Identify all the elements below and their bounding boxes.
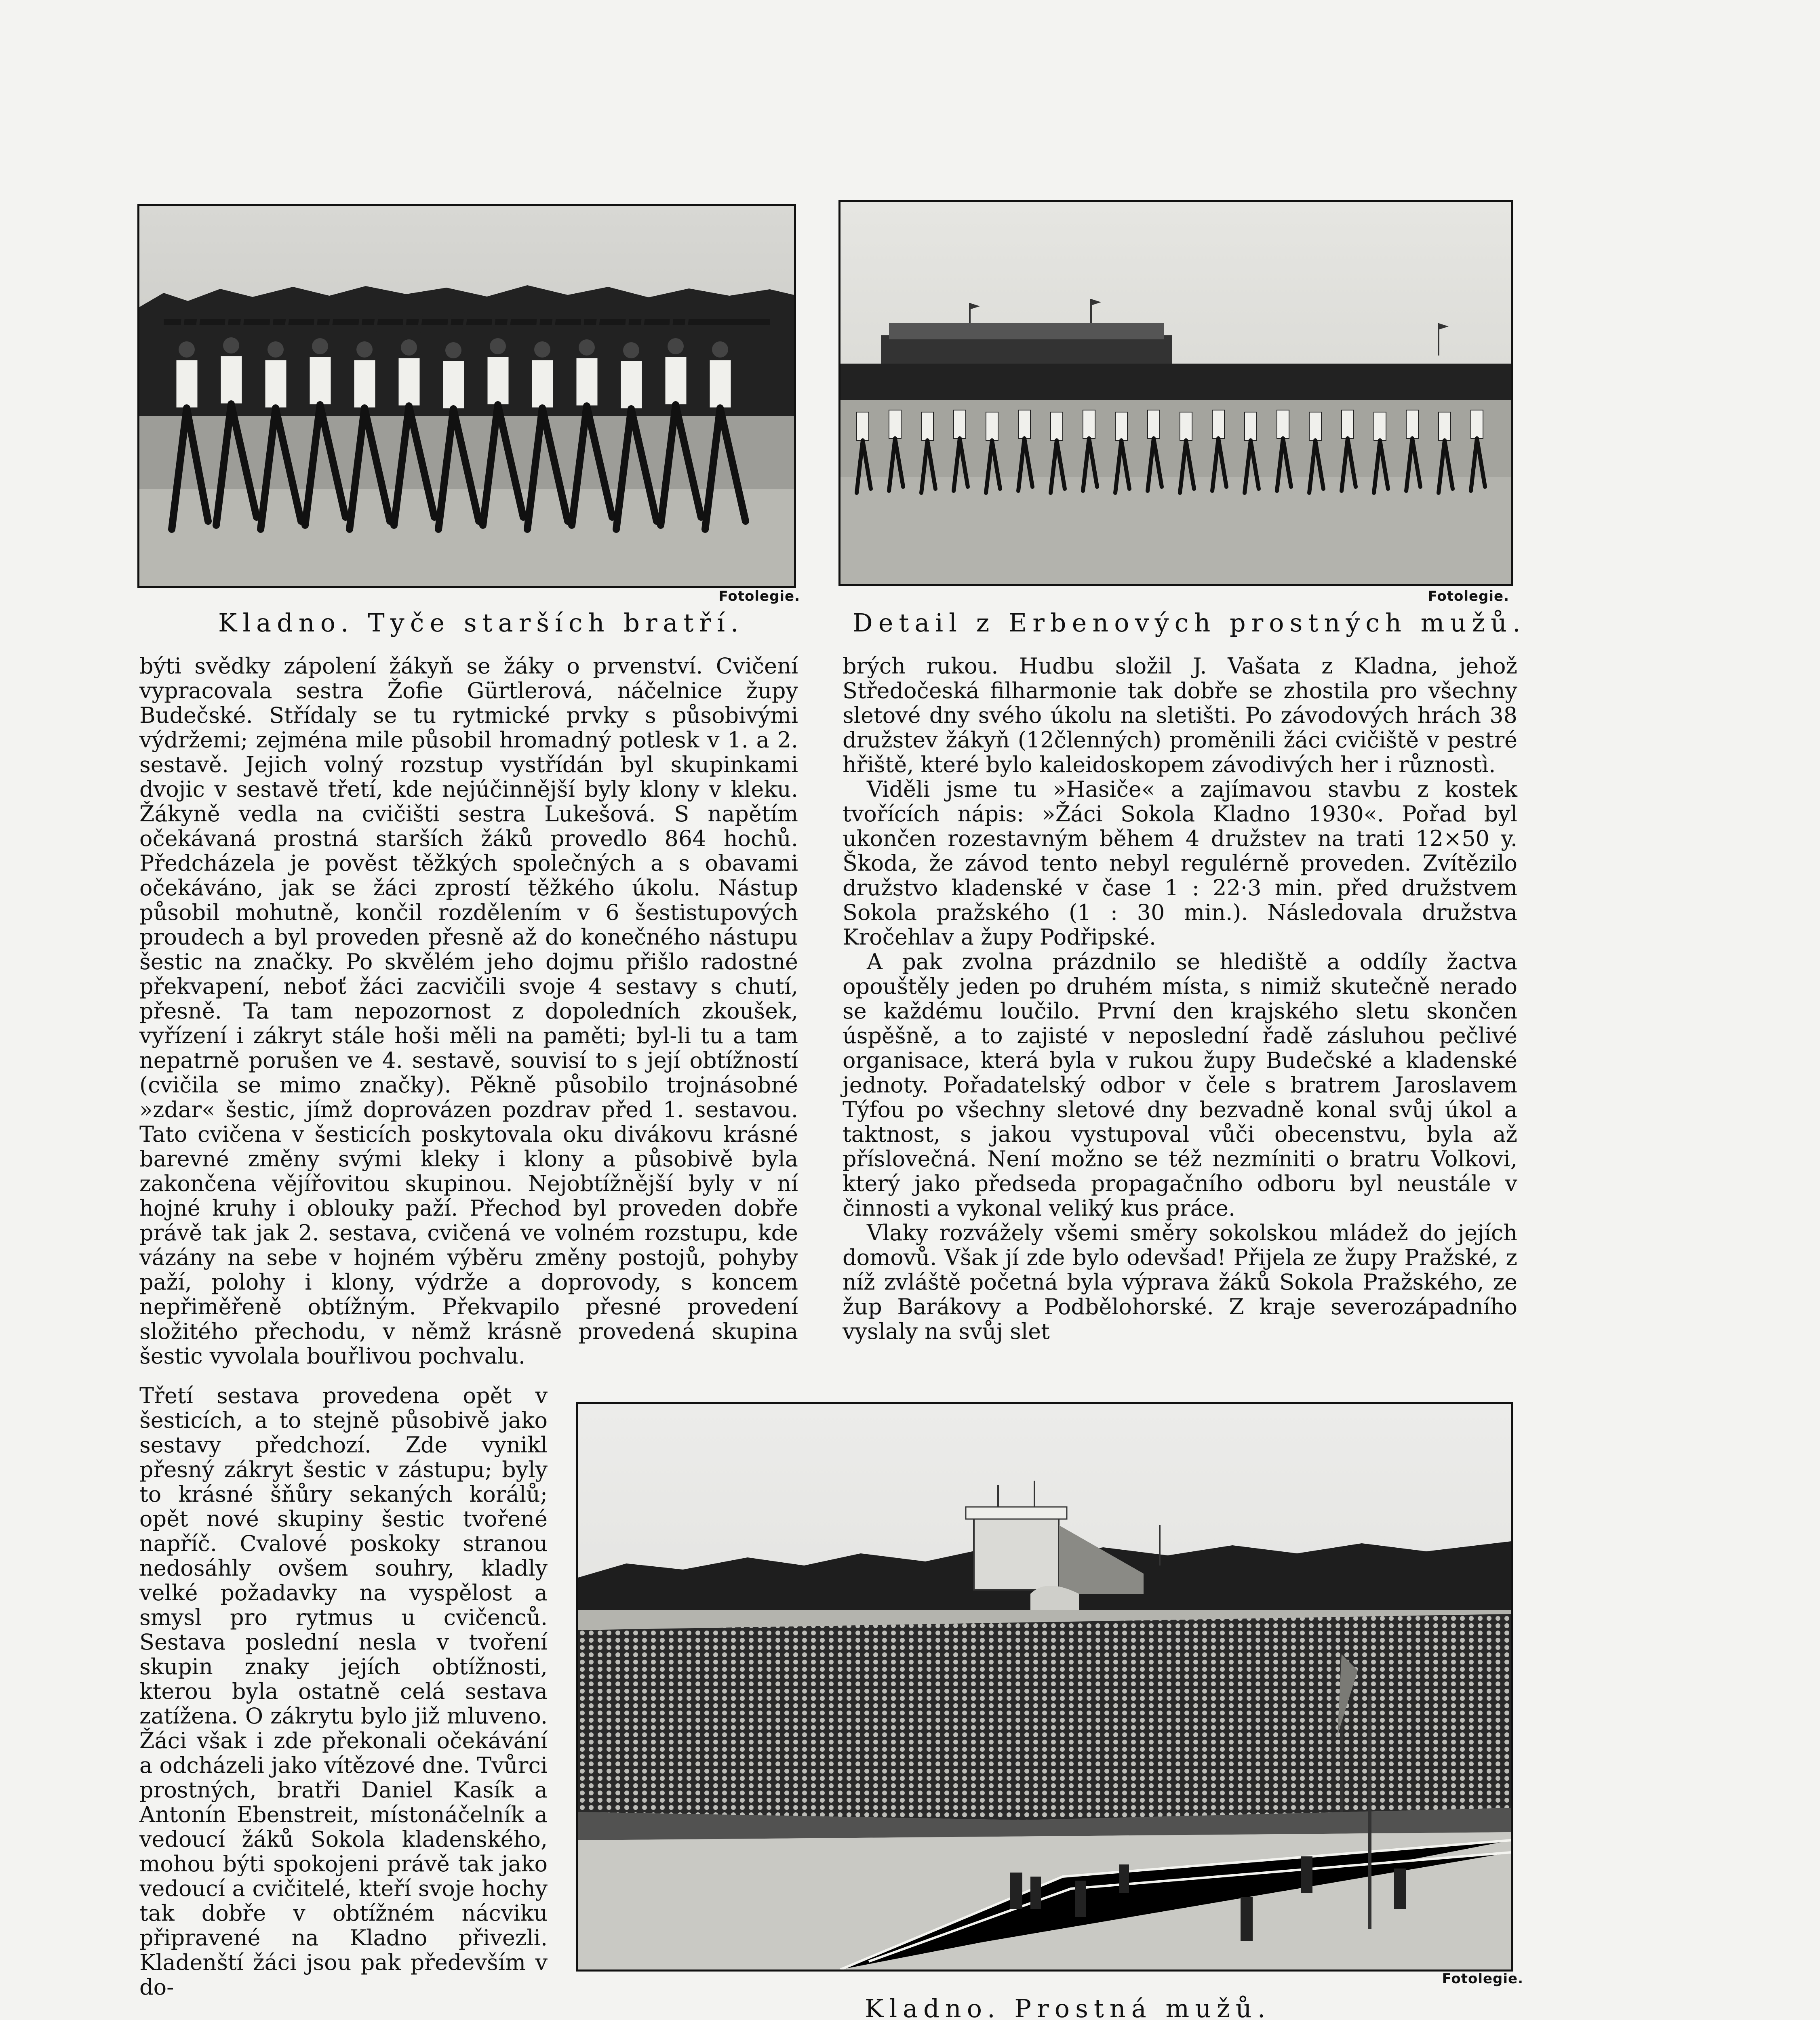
photo-erben-image [840, 202, 1511, 584]
left-column-text [139, 654, 798, 1368]
photo-credit-bottom: Fotolegie. [1442, 1971, 1523, 1987]
caption-top-right: Detail z Erbenových prostných mužů. [853, 608, 1526, 638]
photo-tyce-image [139, 206, 794, 586]
caption-bottom: Kladno. Prostná mužů. [865, 1994, 1271, 2020]
right-column-text [843, 654, 1517, 1344]
photo-credit-top-left: Fotolegie. [718, 588, 800, 604]
right-paragraph-2: Viděli jsme tu »Hasiče« a zajímavou stavbu z kostek tvořících nápis: »Žáci Sokola Kladno 1930«. Pořad byl ukončen rozestavným během 4 družstev na trati 12×50 y. Škoda, že závod tento nebyl regulérně proveden. Zvítězilo družstvo kladenské v čase 1 : 22·3 min. před družstvem Sokola pražského (1 : 30 min.). Následovala družstva Kročehlav a župy Podřipské. [843, 776, 1517, 950]
left-narrow-paragraph: Třetí sestava provedena opět v šesticích, a to stejně působivě jako sestavy předchozí. Zde vynikl přesný zákryt šestic v zástupu; byly to krásné šňůry sekaných korálů; opět nové skupiny šestic tvořené napříč. Cvalové poskoky stranou nedosáhly ovšem souhry, kladly velké požadavky na vyspělost a smysl pro rytmus u cvičenců. Sestava poslední nesla v tvoření skupin znaky jejích obtížnosti, kterou byla ostatně celá sestava zatížena. O zákrytu bylo již mluveno. Žáci však i zde překonali očekávání a odcházeli jako vítězové dne. Tvůrci prostných, bratři Daniel Kasík a Antonín Ebenstreit, místonáčelník a vedoucí žáků Sokola kladenského, mohou býti spokojeni právě tak jako vedoucí a cvičitelé, kteří svoje hochy tak dobře v obtížném nácviku připravené na Kladno přivezli. Kladenští žáci jsou pak především v do- [139, 1383, 548, 2000]
left-paragraph-1: býti svědky zápolení žákyň se žáky o prvenství. Cvičení vypracovala sestra Žofie Gürtlerová, náčelnice župy Budečské. Střídaly se tu rytmické prvky s působivými výdržemi; zejména mile působil hromadný potlesk v 1. a 2. sestavě. Jejich volný rozstup vystřídán byl skupinkami dvojic v sestavě třetí, kde nejúčinnější byly klony v kleku. Žákyně vedla na cvičišti sestra Lukešová. S napětím očekávaná prostná starších žáků provedlo 864 hochů. Předcházela je pověst těžkých společných a s obavami očekáváno, jak se žáci zprostí těžkého úkolu. Nástup působil mohutně, končil rozdělením v 6 šestistupových proudech a byl proveden přesně až do konečného nástupu šestic na značky. Po skvělém jeho dojmu přišlo radostné překvapení, neboť žáci zacvičili svoje 4 sestavy s chutí, přesně. Ta tam nepozornost z dopoledních zkoušek, vyřízení i zákryt stále hoši měli na paměti; byl-li tu a tam nepatrně porušen ve 4. sestavě, souvisí to s její obtížností (cvičila se mimo značky). Pěkně působilo trojnásobné »zdar« šestic, jímž doprovázen pozdrav před 1. sestavou. Tato cvičena v šesticích poskytovala oku divákovu krásné barevné změny svými kleky i klony a působivě byla zakončena vějířovitou skupinou. Nejobtížnější byly v ní hojné kruhy i oblouky paží. Přechod byl proveden dobře právě tak jak 2. sestava, cvičená ve volném rozstupu, kde vázány na sebe v hojném výběru změny postojů, pohyby paží, polohy i klony, výdrže a doprovody, s koncem nepřiměřeně obtížným. Překvapilo přesné provedení složitého přechodu, v němž krásně provedená skupina šestic vyvolala bouřlivou pochvalu. [139, 653, 798, 1369]
photo-kladno-tyce [137, 204, 796, 588]
right-paragraph-3: A pak zvolna prázdnilo se hlediště a oddíly žactva opouštěly jeden po druhém místa, s nimiž skutečně nerado se každému loučilo. První den krajského sletu skončen úspěšně, a to zajisté v neposlední řadě zásluhou pečlivé organisace, která byla v rukou župy Budečské a kladenské jednoty. Pořadatelský odbor v čele s bratrem Jaroslavem Týfou po všechny sletové dny bezvadně konal svůj úkol a taktnost, s jakou vystupoval vůči obecenstvu, byla až příslovečná. Není možno se též nezmíniti o bratru Volkovi, který jako předseda propagačního odboru byl neustále v činnosti a vykonal veliký kus práce. [843, 949, 1517, 1221]
photo-kladno-prostna-muzu [576, 1402, 1513, 1972]
photo-credit-top-right: Fotolegie. [1428, 588, 1509, 604]
photo-prostna-image [578, 1404, 1511, 1970]
caption-top-left: Kladno. Tyče starších bratří. [218, 608, 744, 638]
right-paragraph-4: Vlaky rozvážely všemi směry sokolskou mládež do jejích domovů. Však jí zde bylo odevšad! Přijela ze župy Pražské, z níž zvláště početná byla výprava žáků Sokola Pražského, ze žup Barákovy a Podbělohorské. Z kraje severozápadního vyslaly na svůj slet [843, 1220, 1517, 1344]
left-narrow-column-text [139, 1383, 548, 1999]
photo-erbenova-prostna [838, 200, 1513, 586]
right-paragraph-1: brých rukou. Hudbu složil J. Vašata z Kladna, jehož Středočeská filharmonie tak dobře se zhostila pro všechny sletové dny svého úkolu na sletišti. Po závodových hrách 38 družstev žákyň (12členných) proměnili žáci cvičiště v pestré hřiště, které bylo kaleidoskopem závodivých her i různostì. [843, 653, 1517, 777]
